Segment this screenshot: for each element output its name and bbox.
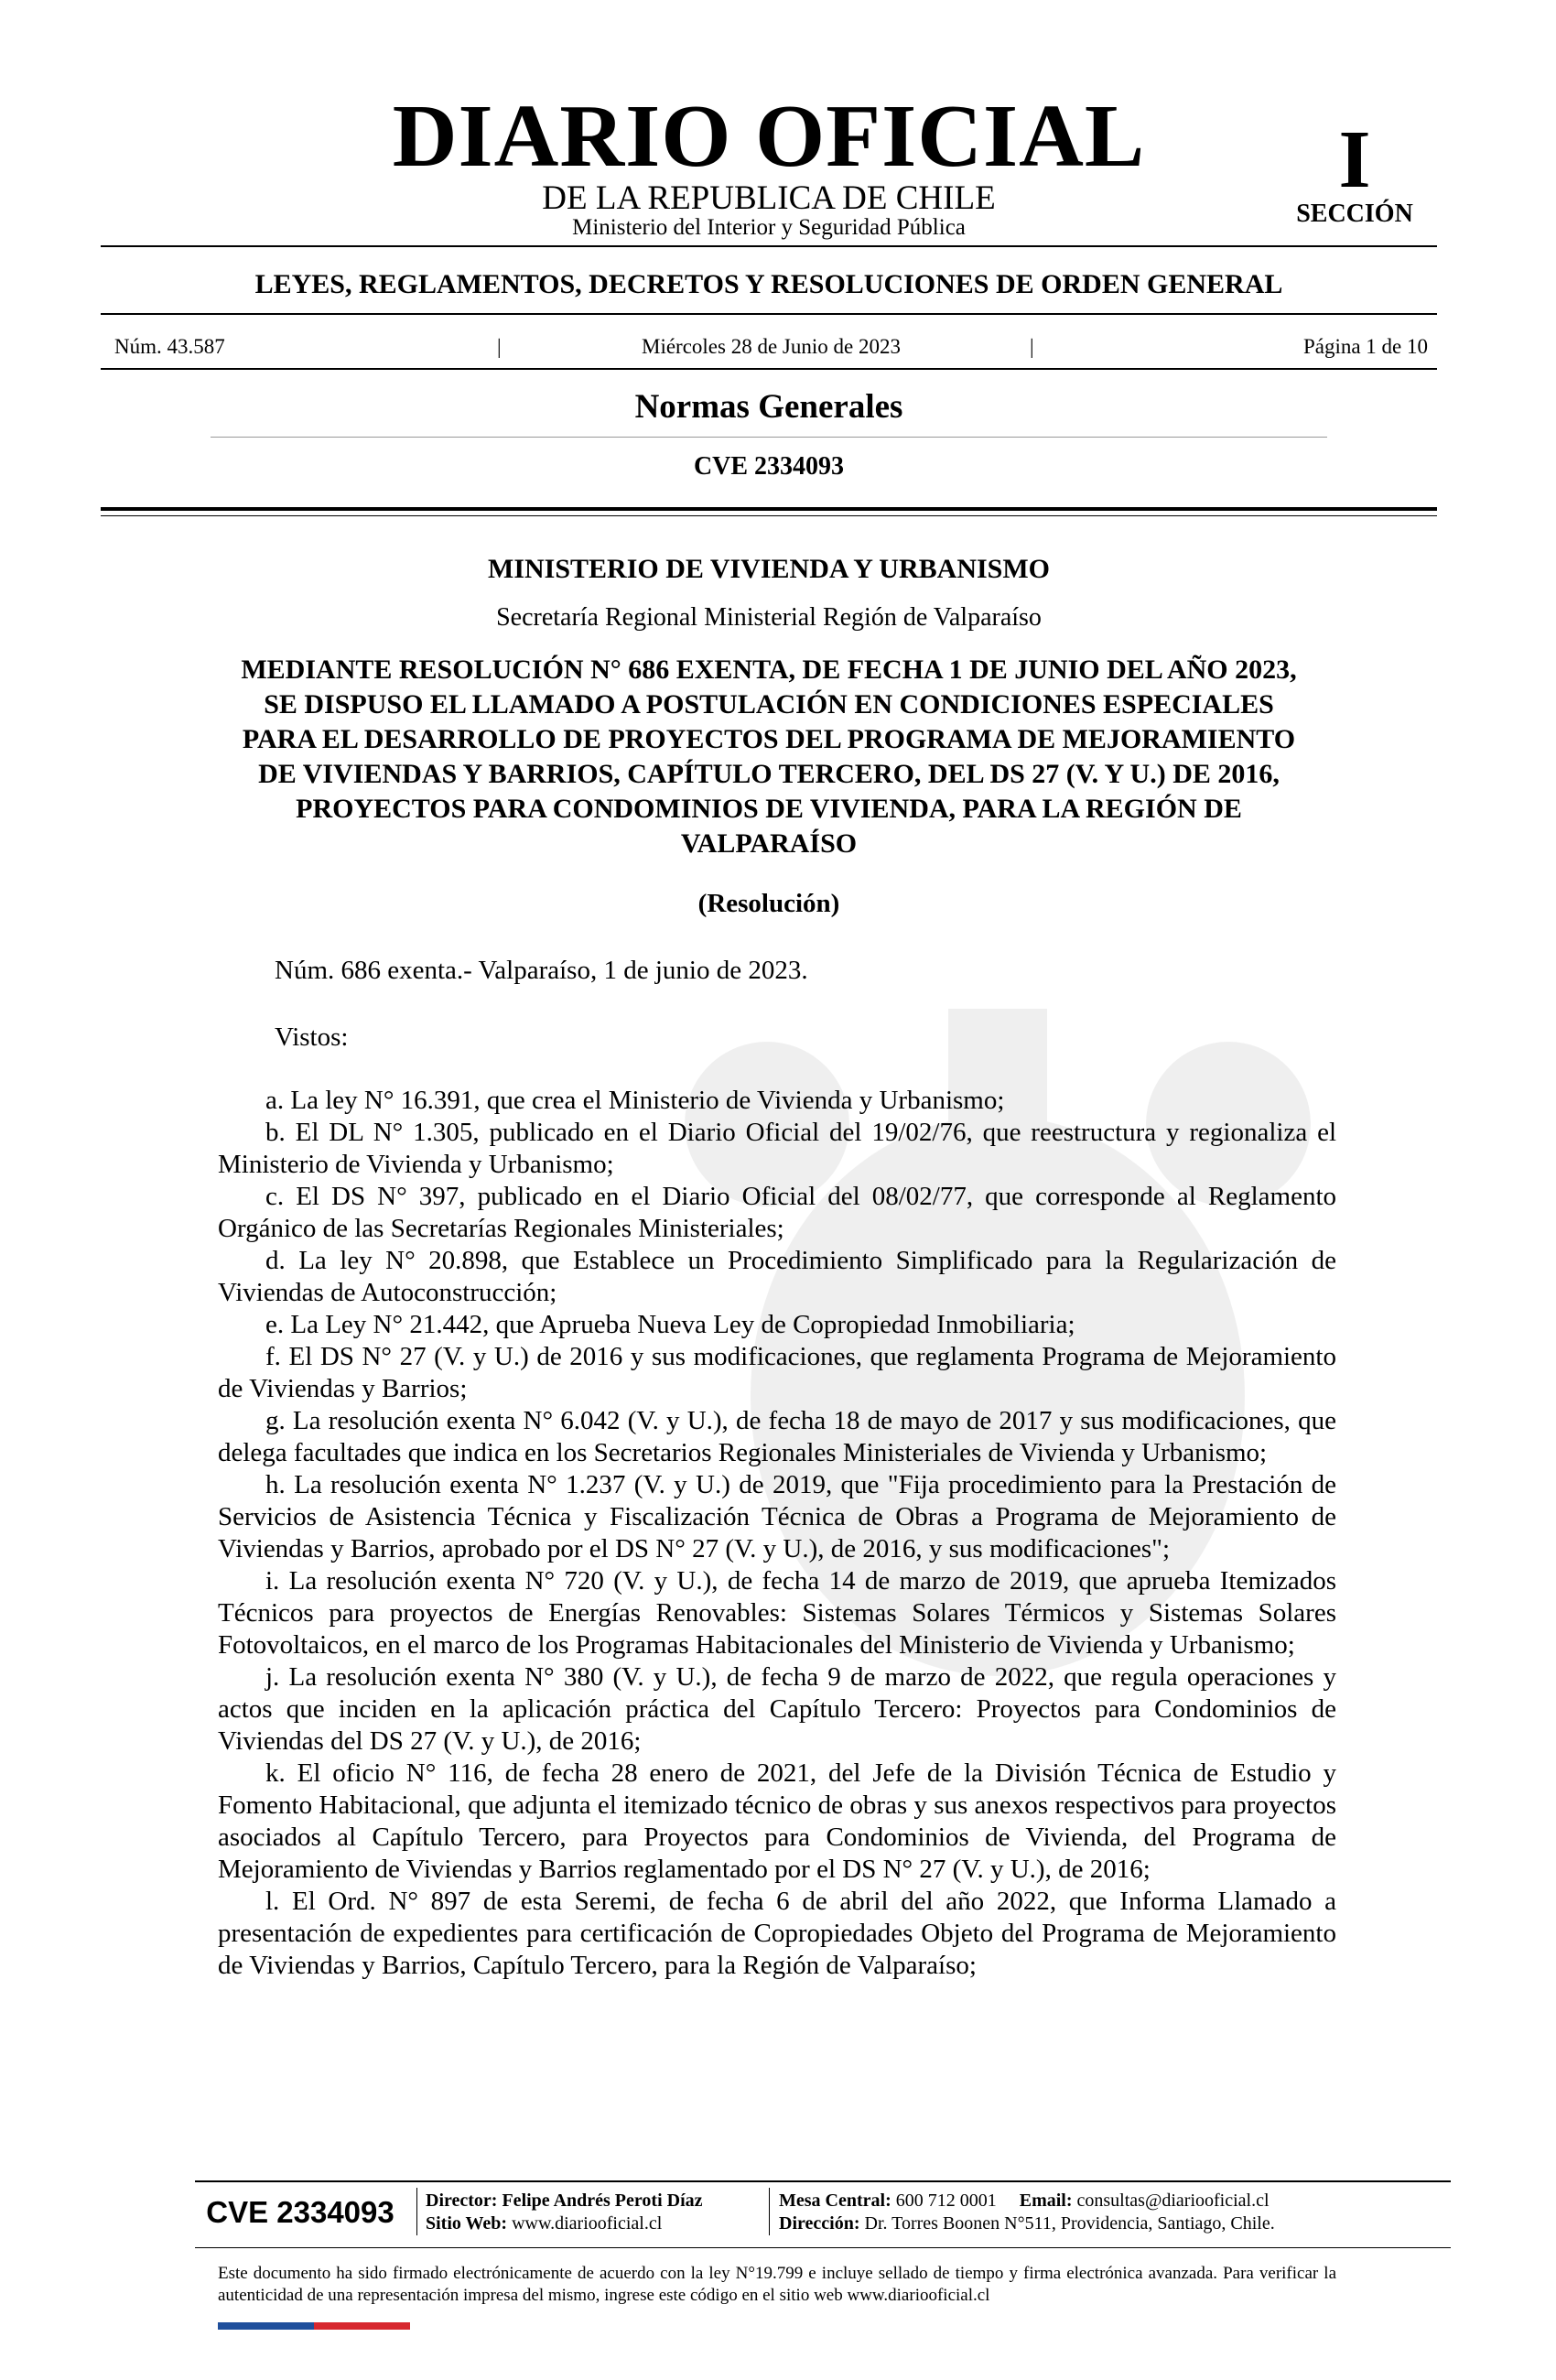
footer-director-row <box>426 2190 703 2212</box>
resolution-title-line: MEDIANTE RESOLUCIÓN N° 686 EXENTA, DE FECHA 1 DE JUNIO DEL AÑO 2023, <box>241 654 1297 685</box>
footer-cve-code: CVE 2334093 <box>206 2195 394 2229</box>
footer-site-link[interactable]: www.diariooficial.cl <box>512 2213 663 2234</box>
resolution-title-line: DE VIVIENDAS Y BARRIOS, CAPÍTULO TERCERO, DEL DS 27 (V. Y U.) DE 2016, <box>258 759 1280 789</box>
issue-info-row <box>114 333 1428 361</box>
list-item: e. La Ley N° 21.442, que Aprueba Nueva Ley de Copropiedad Inmobiliaria; <box>265 1310 1075 1339</box>
list-item: c. El DS N° 397, publicado en el Diario Oficial del 08/02/77, que corresponde al Reglamento Orgánico de las Secretarías Regionales Ministeriales; <box>218 1182 1336 1243</box>
issuing-office: Secretaría Regional Ministerial Región de Valparaíso <box>496 603 1042 632</box>
footer-email-link[interactable]: consultas@diariooficial.cl <box>1076 2191 1270 2211</box>
list-item: f. El DS N° 27 (V. y U.) de 2016 y sus modificaciones, que reglamenta Programa de Mejoramiento de Viviendas y Barrios; <box>218 1342 1336 1403</box>
footer-address-row <box>779 2212 1275 2235</box>
section-heading-divider <box>211 437 1327 438</box>
footer-site-row <box>426 2212 662 2235</box>
footer-column-divider <box>416 2188 417 2235</box>
footer-address: Dr. Torres Boonen N°511, Providencia, Santiago, Chile. <box>864 2213 1275 2234</box>
footer-contact-row <box>779 2190 1270 2212</box>
section-heading: Normas Generales <box>634 388 903 426</box>
issuing-ministry: MINISTERIO DE VIVIENDA Y URBANISMO <box>488 554 1050 584</box>
masthead-ministry: Ministerio del Interior y Seguridad Pública <box>572 215 966 240</box>
footer-phone-label: Mesa Central: <box>779 2191 891 2211</box>
issue-divider <box>101 368 1437 370</box>
resolution-title-line: SE DISPUSO EL LLAMADO A POSTULACIÓN EN CONDICIONES ESPECIALES <box>264 689 1274 719</box>
section-label: SECCIÓN <box>1296 200 1413 228</box>
flag-stripe-blue <box>218 2322 314 2330</box>
footer-phone: 600 712 0001 <box>895 2191 997 2211</box>
list-item: l. El Ord. N° 897 de esta Seremi, de fecha 6 de abril del año 2022, que Informa Llamado a presentación de expedientes para certificación de Copropiedades Objeto del Programa de Mejoramiento de Viviendas y Barrios, Capítulo Tercero, para la Región de Valparaíso; <box>218 1887 1336 1980</box>
masthead-subtitle: DE LA REPUBLICA DE CHILE <box>542 179 996 217</box>
issue-separator: | <box>497 335 502 358</box>
list-item: h. La resolución exenta N° 1.237 (V. y U.) de 2019, que "Fija procedimiento para la Prestación de Servicios de Asistencia Técnica y Fiscalización Técnica de Obras a Programa de Mejoramiento de Viviendas y Barrios, aprobado por el DS N° 27 (V. y U.), de 2016, y sus modificaciones"; <box>218 1470 1336 1563</box>
footer-director-label: Director: <box>426 2191 498 2211</box>
header-thick-divider <box>101 507 1437 511</box>
list-item: k. El oficio N° 116, de fecha 28 enero de 2021, del Jefe de la División Técnica de Estudio y Fomento Habitacional, que adjunta el itemizado técnico de obras y sus anexos respectivos para proyectos asociados al Capítulo Tercero, para Proyectos para Condominios de Vivienda, del Programa de Mejoramiento de Viviendas y Barrios reglamentado por el DS N° 27 (V. y U.), de 2016; <box>218 1758 1336 1884</box>
list-item: a. La ley N° 16.391, que crea el Ministerio de Vivienda y Urbanismo; <box>265 1086 1005 1115</box>
masthead-divider <box>101 245 1437 247</box>
list-item: b. El DL N° 1.305, publicado en el Diario Oficial del 19/02/76, que reestructura y regionaliza el Ministerio de Vivienda y Urbanismo; <box>218 1118 1336 1179</box>
category-heading: LEYES, REGLAMENTOS, DECRETOS Y RESOLUCIONES DE ORDEN GENERAL <box>254 269 1283 299</box>
issue-page: Página 1 de 10 <box>1302 335 1428 358</box>
section-number: I <box>1338 114 1371 205</box>
list-item: g. La resolución exenta N° 6.042 (V. y U.), de fecha 18 de mayo de 2017 y sus modificaciones, que delega facultades que indica en los Secretarios Regionales Ministeriales de Vivienda y Urbanismo; <box>218 1406 1336 1467</box>
footer-signature-note: Este documento ha sido firmado electrónicamente de acuerdo con la ley N°19.799 e incluye sellado de tiempo y firma electrónica avanzada. Para verificar la autenticidad de una representación impresa del mismo, ingrese este código en el sitio web www.diariooficial.cl <box>218 2264 1336 2305</box>
list-item: j. La resolución exenta N° 380 (V. y U.), de fecha 9 de marzo de 2022, que regula operaciones y actos que inciden en la aplicación práctica del Capítulo Tercero: Proyectos para Condominios de Viviendas del DS 27 (V. y U.), de 2016; <box>218 1662 1336 1756</box>
cve-code: CVE 2334093 <box>693 452 845 481</box>
issue-separator: | <box>1030 335 1034 358</box>
footer-divider-top <box>195 2180 1451 2182</box>
footer-email-label: Email: <box>1019 2191 1073 2211</box>
vistos-label: Vistos: <box>275 1022 349 1052</box>
footer-director-name: Felipe Andrés Peroti Díaz <box>502 2191 703 2211</box>
list-item: d. La ley N° 20.898, que Establece un Procedimiento Simplificado para la Regularización de Viviendas de Autoconstrucción; <box>218 1246 1336 1307</box>
resolution-title-line: VALPARAÍSO <box>680 828 858 859</box>
header-thin-divider <box>101 515 1437 516</box>
document-type-label: (Resolución) <box>697 889 840 918</box>
footer-address-label: Dirección: <box>779 2213 860 2234</box>
footer-column-divider <box>769 2188 770 2235</box>
vistos-list <box>218 1085 1336 1982</box>
issue-date: Miércoles 28 de Junio de 2023 <box>642 335 901 358</box>
footer-divider-bottom <box>195 2247 1451 2248</box>
resolution-title <box>183 653 1355 861</box>
masthead-title: DIARIO OFICIAL <box>392 87 1146 186</box>
resolution-title-line: PARA EL DESARROLLO DE PROYECTOS DEL PROGRAMA DE MEJORAMIENTO <box>242 724 1296 754</box>
footer-site-label: Sitio Web: <box>426 2213 508 2234</box>
issue-number: Núm. 43.587 <box>114 335 225 358</box>
resolution-title-line: PROYECTOS PARA CONDOMINIOS DE VIVIENDA, PARA LA REGIÓN DE <box>296 794 1242 824</box>
category-divider <box>101 313 1437 315</box>
resolution-number-line: Núm. 686 exenta.- Valparaíso, 1 de junio de 2023. <box>275 956 808 985</box>
flag-stripe-red <box>314 2322 410 2330</box>
list-item: i. La resolución exenta N° 720 (V. y U.), de fecha 14 de marzo de 2019, que aprueba Itemizados Técnicos para proyectos de Energías Renovables: Sistemas Solares Térmicos y Sistemas Solares Fotovoltaicos, en el marco de los Programas Habitacionales del Ministerio de Vivienda y Urbanismo; <box>218 1566 1336 1660</box>
